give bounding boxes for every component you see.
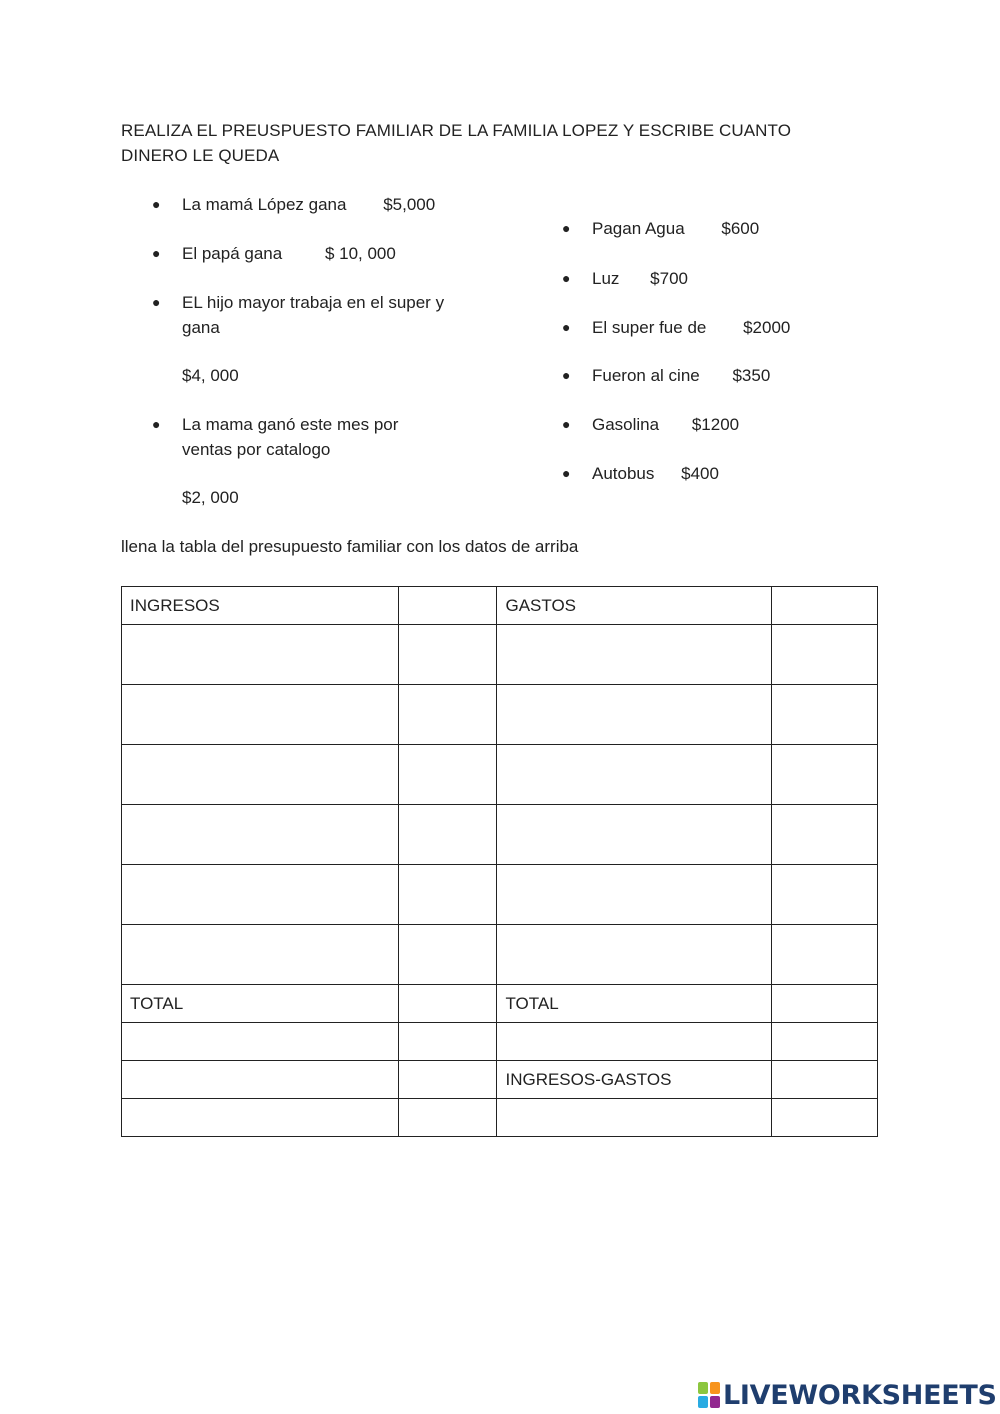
income-label-line-2: ventas por catalogo	[182, 440, 331, 459]
blank-cell[interactable]	[497, 1023, 771, 1061]
total-income-label: TOTAL	[122, 985, 399, 1023]
income-amount: $ 10, 000	[324, 244, 396, 263]
blank-cell[interactable]	[122, 1023, 399, 1061]
total-expenses-cell[interactable]	[771, 985, 878, 1023]
income-name-cell[interactable]	[122, 685, 399, 745]
blank-cell[interactable]	[398, 1061, 497, 1099]
income-label: El papá gana	[182, 244, 283, 263]
blank-cell[interactable]	[771, 1099, 878, 1137]
income-amount-cell[interactable]	[398, 587, 497, 625]
expense-name-cell[interactable]	[497, 745, 771, 805]
income-amount: $4, 000	[182, 366, 239, 385]
expense-label: Luz	[592, 269, 620, 288]
income-amount: $2, 000	[182, 488, 239, 507]
table-row	[122, 925, 878, 985]
table-row	[122, 745, 878, 805]
budget-table	[121, 586, 878, 1137]
expense-label: El super fue de	[592, 318, 707, 337]
blank-cell[interactable]	[497, 1099, 771, 1137]
expense-label: Gasolina	[592, 415, 660, 434]
table-header-row	[122, 587, 878, 625]
blank-cell[interactable]	[398, 1099, 497, 1137]
income-name-cell[interactable]	[122, 925, 399, 985]
expense-name-cell[interactable]	[497, 685, 771, 745]
income-label-line-1: EL hijo mayor trabaja en el super y	[182, 293, 445, 312]
expense-amount-cell[interactable]	[771, 587, 878, 625]
expense-name-cell[interactable]	[497, 865, 771, 925]
expense-amount: $700	[650, 269, 688, 288]
title-line-1: REALIZA EL PREUSPUESTO FAMILIAR DE LA FAMILIA LOPEZ Y ESCRIBE CUANTO	[121, 121, 792, 140]
header-income: INGRESOS	[122, 587, 399, 625]
difference-row	[122, 1061, 878, 1099]
table-row	[122, 625, 878, 685]
expense-amount: $350	[732, 366, 771, 385]
income-amount-cell[interactable]	[398, 805, 497, 865]
liveworksheets-logo	[698, 1380, 997, 1410]
income-amount-cell[interactable]	[398, 745, 497, 805]
fill-table-instruction: llena la tabla del presupuesto familiar con los datos de arriba	[121, 537, 579, 556]
expense-amount-cell[interactable]	[771, 745, 878, 805]
expense-name-cell[interactable]	[497, 925, 771, 985]
bullet-icon: ●	[562, 220, 571, 236]
income-label-line-1: La mama ganó este mes por	[182, 415, 399, 434]
worksheet-title	[121, 118, 881, 168]
expense-amount: $600	[721, 219, 760, 238]
expense-amount-cell[interactable]	[771, 685, 878, 745]
income-amount: $5,000	[383, 195, 436, 214]
logo-text: LIVEWORKSHEETS	[723, 1379, 997, 1411]
table-row	[122, 865, 878, 925]
table-row	[122, 805, 878, 865]
expense-amount-cell[interactable]	[771, 805, 878, 865]
total-expenses-label: TOTAL	[497, 985, 771, 1023]
expense-amount: $400	[681, 464, 719, 483]
income-name-cell[interactable]	[122, 865, 399, 925]
income-amount-cell[interactable]	[398, 925, 497, 985]
expense-amount: $2000	[743, 318, 791, 337]
bullet-icon: ●	[152, 294, 161, 310]
income-name-cell[interactable]	[122, 625, 399, 685]
expense-amount: $1200	[691, 415, 740, 434]
difference-cell[interactable]	[771, 1061, 878, 1099]
header-expenses: GASTOS	[497, 587, 771, 625]
expense-name-cell[interactable]	[497, 625, 771, 685]
table-row	[122, 1099, 878, 1137]
blank-cell[interactable]	[771, 1023, 878, 1061]
expense-amount-cell[interactable]	[771, 865, 878, 925]
bullet-icon: ●	[152, 416, 161, 432]
income-amount-cell[interactable]	[398, 865, 497, 925]
income-name-cell[interactable]	[122, 745, 399, 805]
expense-name-cell[interactable]	[497, 805, 771, 865]
bullet-icon: ●	[562, 416, 571, 432]
blank-cell[interactable]	[122, 1099, 399, 1137]
bullet-icon: ●	[562, 465, 571, 481]
total-row	[122, 985, 878, 1023]
liveworksheets-logo-icon	[698, 1382, 720, 1408]
income-label-line-2: gana	[182, 318, 220, 337]
difference-label: INGRESOS-GASTOS	[497, 1061, 771, 1099]
expense-amount-cell[interactable]	[771, 625, 878, 685]
blank-cell[interactable]	[122, 1061, 399, 1099]
title-line-2: DINERO LE QUEDA	[121, 146, 280, 165]
expense-amount-cell[interactable]	[771, 925, 878, 985]
table-row	[122, 685, 878, 745]
income-amount-cell[interactable]	[398, 685, 497, 745]
income-amount-cell[interactable]	[398, 625, 497, 685]
bullet-icon: ●	[152, 196, 161, 212]
blank-cell[interactable]	[398, 1023, 497, 1061]
expense-label: Pagan Agua	[592, 219, 685, 238]
bullet-icon: ●	[562, 319, 571, 335]
bullet-icon: ●	[152, 245, 161, 261]
bullet-icon: ●	[562, 367, 571, 383]
expense-label: Fueron al cine	[592, 366, 700, 385]
income-name-cell[interactable]	[122, 805, 399, 865]
table-row	[122, 1023, 878, 1061]
expense-label: Autobus	[592, 464, 655, 483]
bullet-icon: ●	[562, 270, 571, 286]
total-income-cell[interactable]	[398, 985, 497, 1023]
income-label: La mamá López gana	[182, 195, 347, 214]
